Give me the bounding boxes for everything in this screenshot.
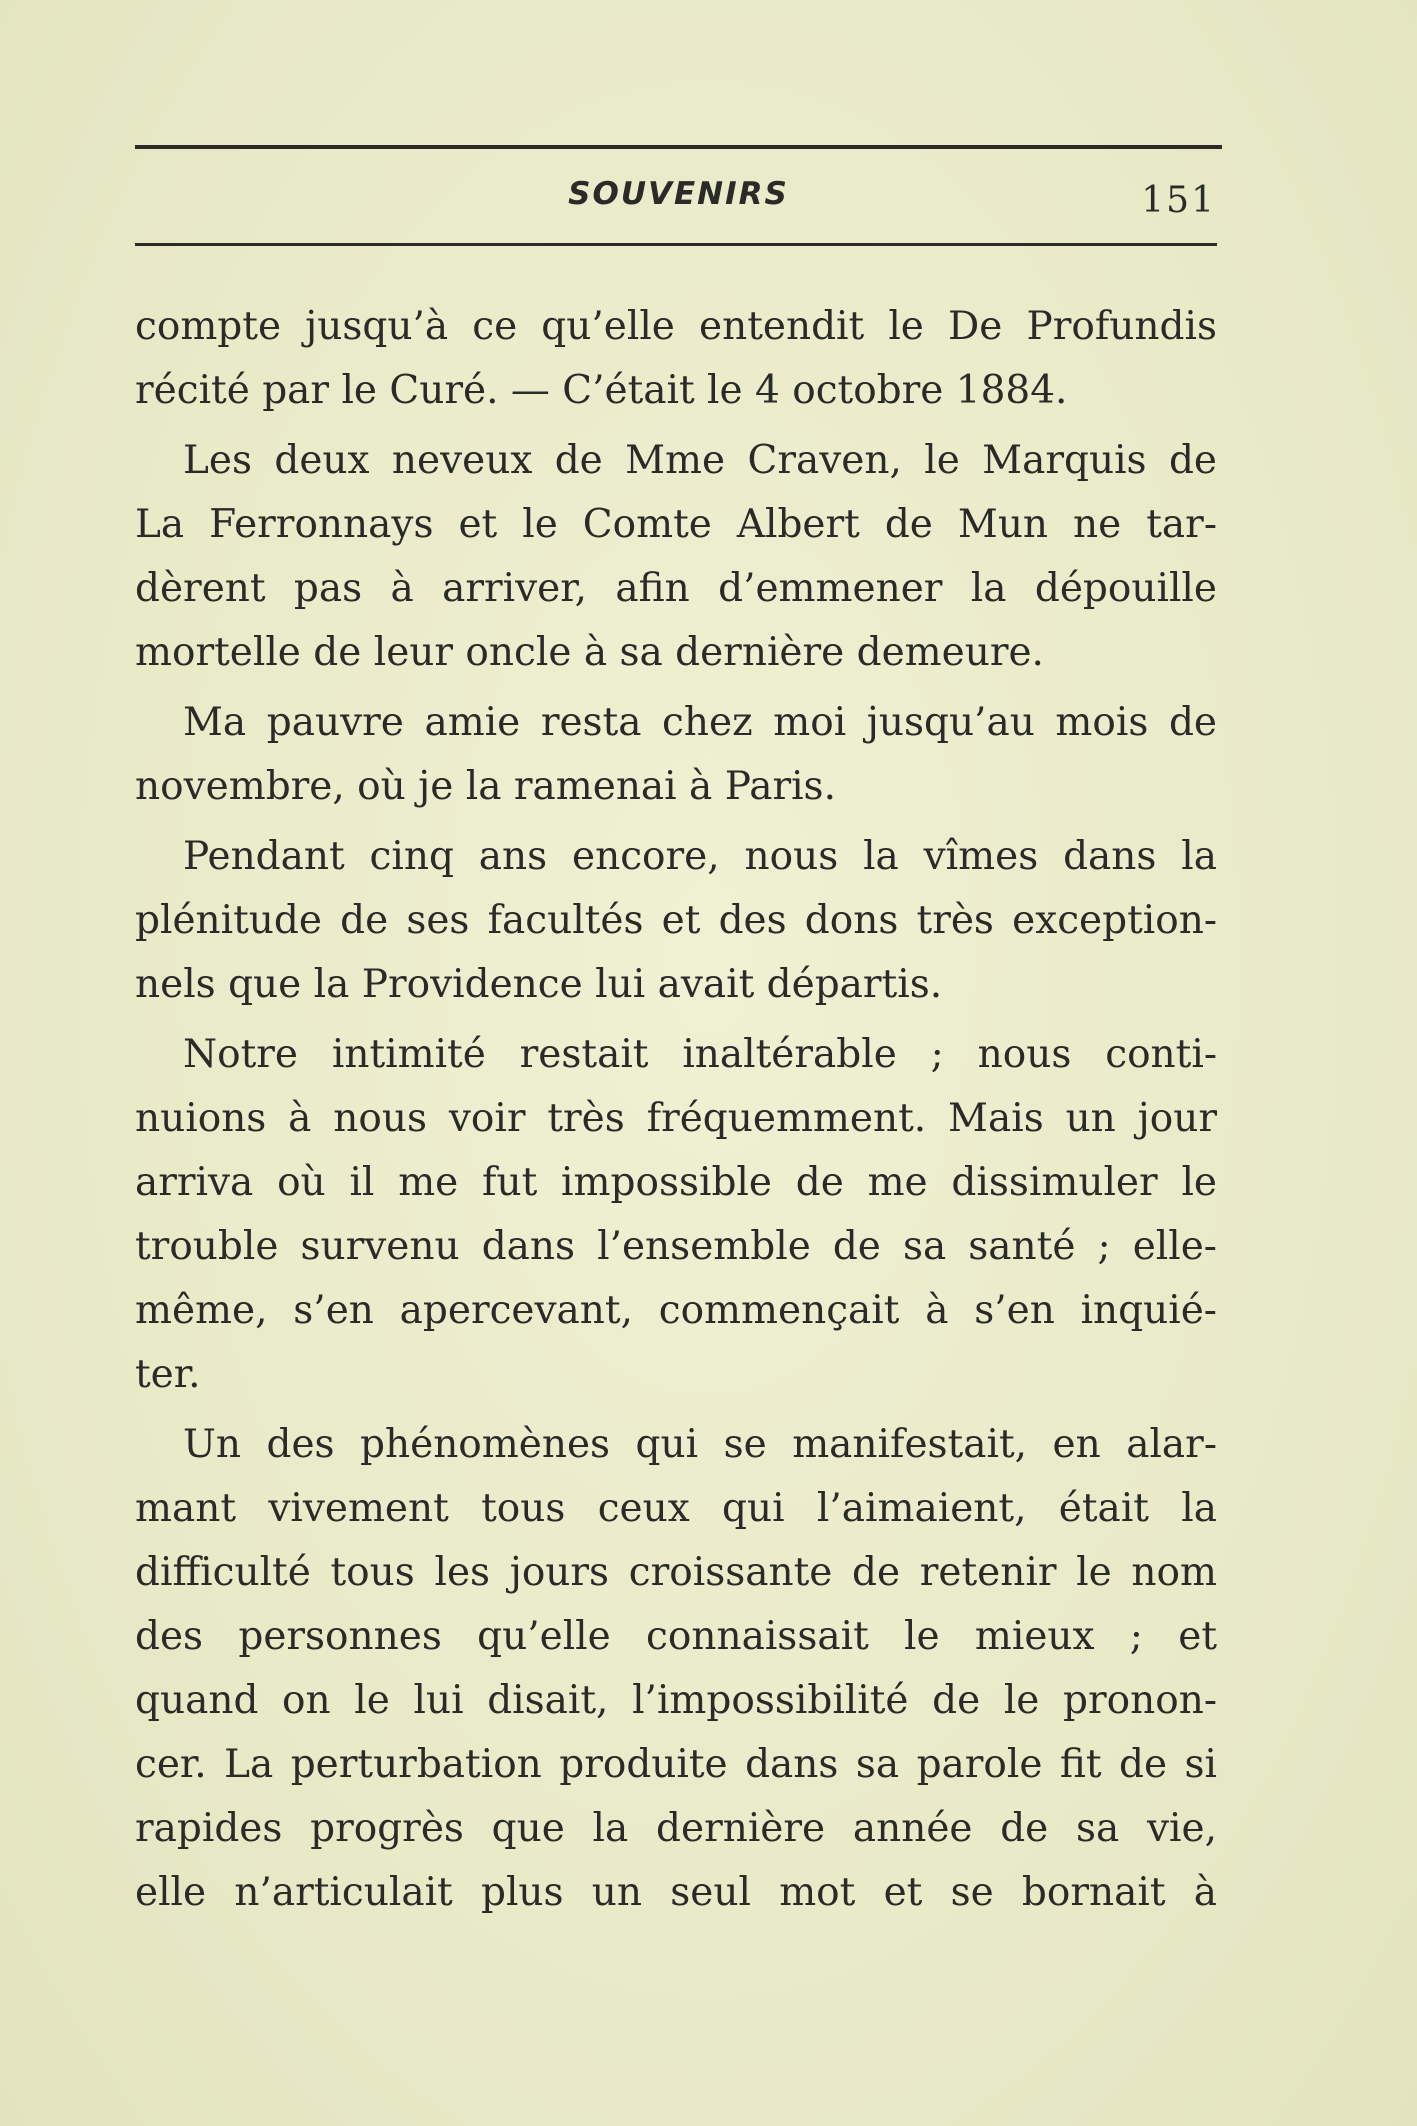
text-line: nels que la Providence lui avait départis.: [135, 962, 943, 1007]
text-line: Pendant cinq ans encore, nous la vîmes dans la: [183, 834, 1217, 879]
running-title: SOUVENIRS: [568, 176, 789, 212]
text-line: elle n’articulait plus un seul mot et se bornait à: [135, 1870, 1217, 1915]
text-line: trouble survenu dans l’ensemble de sa santé ; elle-: [135, 1224, 1217, 1269]
text-line: Notre intimité restait inaltérable ; nous conti-: [183, 1032, 1217, 1077]
text-line: Ma pauvre amie resta chez moi jusqu’au mois de: [183, 700, 1217, 745]
text-line: rapides progrès que la dernière année de sa vie,: [135, 1806, 1217, 1851]
text-line: des personnes qu’elle connaissait le mieux ; et: [135, 1614, 1217, 1659]
header-rule-bottom: [135, 243, 1217, 246]
text-line: compte jusqu’à ce qu’elle entendit le De Profundis: [135, 304, 1217, 349]
text-line: mortelle de leur oncle à sa dernière demeure.: [135, 630, 1044, 675]
text-line: Un des phénomènes qui se manifestait, en alar-: [183, 1422, 1217, 1467]
page-number: 151: [1141, 180, 1216, 221]
running-head: [135, 172, 1222, 222]
text-line: ter.: [135, 1352, 201, 1397]
text-line: Les deux neveux de Mme Craven, le Marquis de: [183, 438, 1217, 483]
text-line: nuions à nous voir très fréquemment. Mais un jour: [135, 1096, 1217, 1141]
text-line: quand on le lui disait, l’impossibilité de le pronon-: [135, 1678, 1217, 1723]
body-text: [135, 295, 1217, 1925]
text-line: difficulté tous les jours croissante de retenir le nom: [135, 1550, 1217, 1595]
text-line: même, s’en apercevant, commençait à s’en inquié-: [135, 1288, 1217, 1333]
header-rule-top: [135, 145, 1222, 149]
text-line: plénitude de ses facultés et des dons très exception-: [135, 898, 1217, 943]
text-line: arriva où il me fut impossible de me dissimuler le: [135, 1160, 1217, 1205]
text-line: dèrent pas à arriver, afin d’emmener la dépouille: [135, 566, 1217, 611]
text-line: novembre, où je la ramenai à Paris.: [135, 764, 836, 809]
text-line: cer. La perturbation produite dans sa parole fit de si: [135, 1742, 1217, 1787]
text-line: La Ferronnays et le Comte Albert de Mun ne tar-: [135, 502, 1217, 547]
text-line: mant vivement tous ceux qui l’aimaient, était la: [135, 1486, 1217, 1531]
text-line: récité par le Curé. — C’était le 4 octobre 1884.: [135, 368, 1068, 413]
